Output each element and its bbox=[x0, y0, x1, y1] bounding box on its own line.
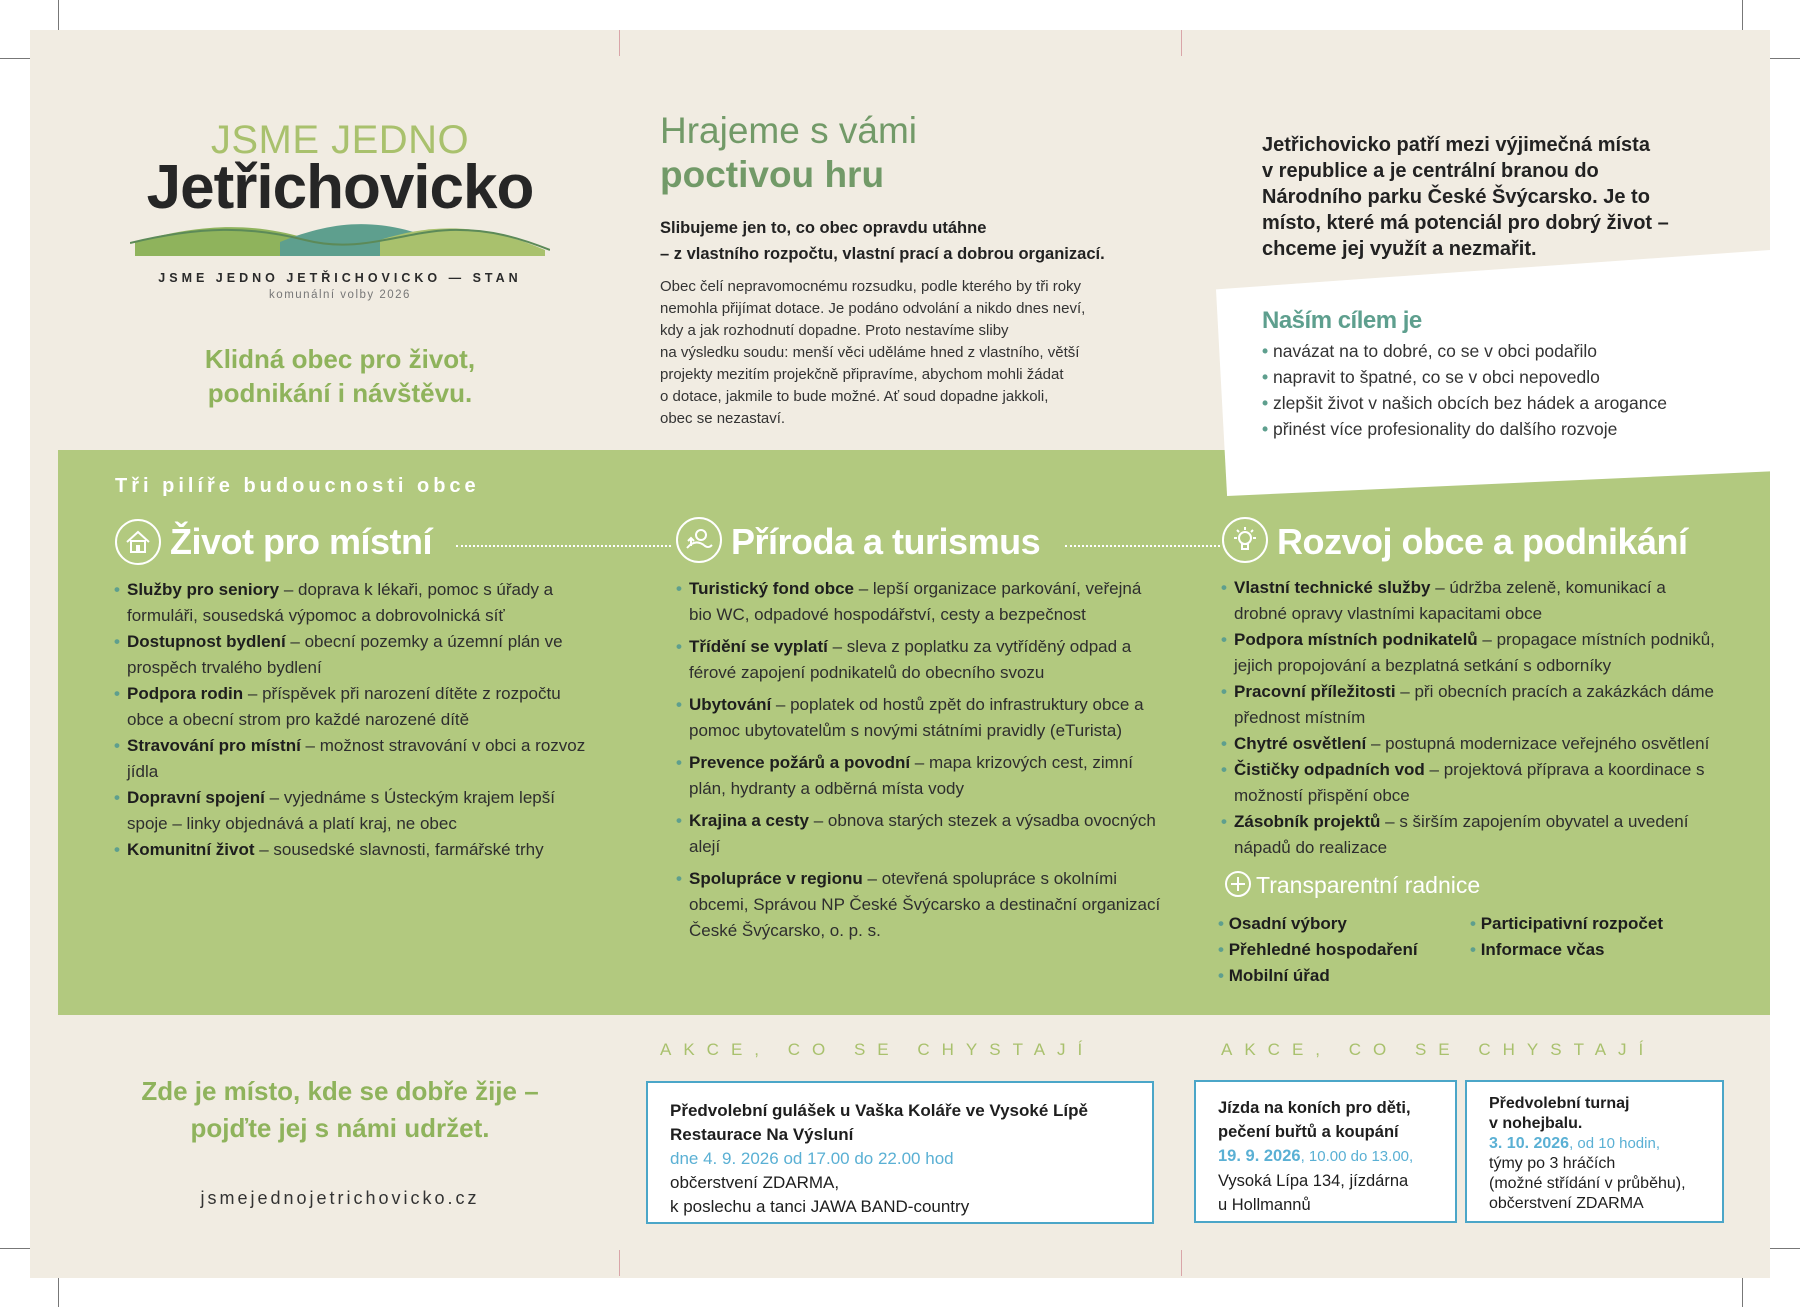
item-text: – při obecních pracích a zakázkách dáme přednost místním bbox=[1234, 682, 1714, 727]
item-label: Dopravní spojení bbox=[127, 788, 265, 807]
crop-mark bbox=[1770, 58, 1800, 59]
item-text: – otevřená spolupráce s okolními obcemi, Správou NP České Švýcarsko a destinační organizací České Švýcarsko, o. p. s. bbox=[689, 869, 1161, 940]
item-text: – obecní pozemky a územní plán ve prospěch trvalého bydlení bbox=[127, 632, 563, 677]
list-item bbox=[114, 681, 594, 733]
item-label: Turistický fond obce bbox=[689, 579, 854, 598]
list-item bbox=[676, 634, 1166, 686]
fold-mark bbox=[619, 1250, 620, 1276]
goal-item: • zlepšit život v našich obcích bez hádek a arogance bbox=[1262, 390, 1722, 416]
house-icon bbox=[115, 519, 161, 565]
list-item bbox=[1221, 627, 1721, 679]
event-title: Restaurace Na Výsluní bbox=[670, 1125, 854, 1144]
item-text: – doprava k lékaři, pomoc s úřady a formuláři, sousedská výpomoc a dobrovolnická síť bbox=[127, 580, 554, 625]
goals-title: Naším cílem je bbox=[1262, 307, 1422, 334]
play-title-line2: poctivou hru bbox=[660, 154, 885, 195]
item-text: – obnova starých stezek a výsadba ovocných alejí bbox=[689, 811, 1156, 856]
list-item bbox=[114, 629, 594, 681]
transparency-list-1 bbox=[1218, 911, 1418, 989]
item-text: – sleva z poplatku za vytříděný odpad a férové zapojení podnikatelů do obecního svozu bbox=[689, 637, 1132, 682]
list-item: • Osadní výbory bbox=[1218, 911, 1418, 937]
nature-icon bbox=[676, 517, 722, 563]
item-label: Vlastní technické služby bbox=[1234, 578, 1431, 597]
list-item bbox=[114, 785, 594, 837]
event-detail: (možné střídání v průběhu), bbox=[1489, 1175, 1686, 1192]
crop-mark bbox=[1770, 1248, 1800, 1249]
paragraph-line: kdy a jak rozhodnutí dopadne. Proto nestavíme sliby bbox=[660, 322, 1009, 339]
event-time: od 17.00 do 22.00 hod bbox=[778, 1149, 954, 1168]
item-label: Čističky odpadních vod bbox=[1234, 760, 1425, 779]
item-label: Prevence požárů a povodní bbox=[689, 753, 911, 772]
event-title: Předvolební gulášek u Vaška Koláře ve Vysoké Lípě bbox=[670, 1101, 1088, 1120]
item-text: – vyjednáme s Ústeckým krajem lepší spoje – linky objednává a platí kraj, ne obec bbox=[127, 788, 555, 833]
event-title: Předvolební turnaj bbox=[1489, 1095, 1630, 1112]
nature-list bbox=[676, 576, 1166, 950]
crop-mark bbox=[0, 1248, 30, 1249]
dotted-divider bbox=[1065, 545, 1220, 547]
item-label: Chytré osvětlení bbox=[1234, 734, 1367, 753]
intro-line: Národního parku České Švýcarsko. Je to bbox=[1262, 186, 1650, 208]
list-item bbox=[676, 866, 1166, 944]
event-detail: občerstvení ZDARMA bbox=[1489, 1195, 1644, 1212]
event-date-value: dne 4. 9. 2026 bbox=[670, 1149, 779, 1168]
events-heading: AKCE, CO SE CHYSTAJÍ bbox=[1221, 1040, 1656, 1059]
list-item bbox=[1221, 575, 1721, 627]
crop-mark bbox=[58, 0, 59, 30]
paragraph-line: o dotace, jakmile to bude možné. Ať soud dopadne jakkoli, bbox=[660, 388, 1049, 405]
paragraph-line: Obec čelí nepravomocnému rozsudku, podle kterého by tři roky bbox=[660, 278, 1082, 295]
list-item bbox=[676, 692, 1166, 744]
dotted-divider bbox=[456, 545, 671, 547]
crop-mark bbox=[1742, 1278, 1743, 1307]
crop-mark bbox=[0, 58, 30, 59]
event-title: pečení buřtů a koupání bbox=[1218, 1123, 1399, 1141]
event-detail: Vysoká Lípa 134, jízdárna bbox=[1218, 1172, 1409, 1190]
logo-election-note: komunální volby 2026 bbox=[269, 289, 411, 301]
item-label: Podpora rodin bbox=[127, 684, 244, 703]
logo-subtitle: JSME JEDNO JETŘICHOVICKO — STAN bbox=[158, 271, 522, 285]
play-title-line1: Hrajeme s vámi bbox=[660, 110, 917, 151]
event-date bbox=[670, 1147, 1130, 1171]
event-title: Jízda na koních pro děti, bbox=[1218, 1099, 1411, 1117]
tagline bbox=[140, 342, 540, 410]
logo-hills-graphic bbox=[130, 220, 550, 265]
item-text: – postupná modernizace veřejného osvětlení bbox=[1366, 734, 1710, 753]
list-item bbox=[1221, 757, 1721, 809]
event-detail: u Hollmannů bbox=[1218, 1196, 1311, 1214]
life-list bbox=[114, 577, 594, 863]
goals-list bbox=[1262, 338, 1722, 442]
item-text: – poplatek od hostů zpět do infrastruktury obce a pomoc ubytovatelům s novými státními pravidly (eTurista) bbox=[689, 695, 1144, 740]
item-label: Pracovní příležitosti bbox=[1234, 682, 1396, 701]
intro-line: Jetřichovicko patří mezi výjimečná místa bbox=[1262, 134, 1650, 156]
item-text: – mapa krizových cest, zimní plán, hydranty a odběrná místa vody bbox=[689, 753, 1134, 798]
item-label: Dostupnost bydlení bbox=[127, 632, 286, 651]
item-text: – lepší organizace parkování, veřejná bio WC, odpadové hospodářství, cesty a bezpečnost bbox=[689, 579, 1142, 624]
list-item bbox=[676, 576, 1166, 628]
paragraph-line: projekty mezitím projekčně připravíme, abychom mohli žádat bbox=[660, 366, 1064, 383]
crop-mark bbox=[1742, 0, 1743, 30]
item-label: Služby pro seniory bbox=[127, 580, 280, 599]
item-label: Stravování pro místní bbox=[127, 736, 301, 755]
item-text: – údržba zeleně, komunikací a drobné opravy vlastními kapacitami obce bbox=[1234, 578, 1666, 623]
fold-mark bbox=[1181, 30, 1182, 56]
item-label: Podpora místních podnikatelů bbox=[1234, 630, 1478, 649]
section-title-nature: Příroda a turismus bbox=[731, 521, 1041, 562]
intro-line: místo, které má potenciál pro dobrý život – bbox=[1262, 212, 1669, 234]
lightbulb-gear-icon bbox=[1222, 517, 1268, 563]
promise-text bbox=[660, 215, 1160, 267]
goal-item: • napravit to špatné, co se v obci nepovedlo bbox=[1262, 364, 1722, 390]
item-text: – propagace místních podniků, jejich propojování a bezplatná setkání s odborníky bbox=[1234, 630, 1715, 675]
paragraph-line: nemohla přijímat dotace. Je podáno odvolání a nikdo dnes neví, bbox=[660, 300, 1086, 317]
list-item: • Mobilní úřad bbox=[1218, 963, 1418, 989]
event-detail: občerstvení ZDARMA, bbox=[670, 1173, 840, 1192]
list-item: • Přehledné hospodaření bbox=[1218, 937, 1418, 963]
tagline-line: podnikání i návštěvu. bbox=[207, 378, 473, 408]
list-item: • Participativní rozpočet bbox=[1470, 911, 1663, 937]
list-item bbox=[114, 733, 594, 785]
event-date-value: 19. 9. 2026 bbox=[1218, 1147, 1301, 1165]
list-item bbox=[1221, 809, 1721, 861]
intro-line: v republice a je centrální branou do bbox=[1262, 160, 1599, 182]
tagline-line: Klidná obec pro život, bbox=[204, 344, 476, 374]
list-item bbox=[676, 808, 1166, 860]
event-detail: týmy po 3 hráčích bbox=[1489, 1155, 1616, 1172]
list-item bbox=[114, 837, 594, 863]
closing-slogan bbox=[120, 1073, 560, 1147]
paragraph-line: na výsledku soudu: menší věci uděláme hned z vlastního, větší bbox=[660, 344, 1080, 361]
fold-mark bbox=[1181, 1250, 1182, 1276]
slogan-line: Zde je místo, kde se dobře žije – bbox=[141, 1076, 539, 1106]
item-label: Krajina a cesty bbox=[689, 811, 810, 830]
event-date bbox=[1218, 1144, 1433, 1169]
promise-line: Slibujeme jen to, co obec opravdu utáhne bbox=[660, 219, 987, 237]
development-list bbox=[1221, 575, 1721, 861]
item-label: Komunitní život bbox=[127, 840, 255, 859]
list-item bbox=[676, 750, 1166, 802]
item-text: – projektová příprava a koordinace s možností přispění obce bbox=[1234, 760, 1705, 805]
website-link[interactable]: jsmejednojetrichovicko.cz bbox=[200, 1188, 480, 1208]
item-text: – sousedské slavnosti, farmářské trhy bbox=[254, 840, 544, 859]
item-text: – příspěvek při narození dítěte z rozpočtu obce a obecní strom pro každé narozené dítě bbox=[127, 684, 561, 729]
list-item bbox=[1221, 679, 1721, 731]
transparency-title: Transparentní radnice bbox=[1256, 872, 1481, 898]
event-time: , 10.00 do 13.00, bbox=[1300, 1148, 1414, 1165]
goal-item: • navázat na to dobré, co se v obci podařilo bbox=[1262, 338, 1722, 364]
court-paragraph bbox=[660, 276, 1150, 430]
item-text: – možnost stravování v obci a rozvoz jídla bbox=[127, 736, 586, 781]
crop-mark bbox=[58, 1278, 59, 1307]
item-label: Ubytování bbox=[689, 695, 772, 714]
list-item: • Informace včas bbox=[1470, 937, 1663, 963]
item-label: Třídění se vyplatí bbox=[689, 637, 828, 656]
event-time: , od 10 hodin, bbox=[1569, 1135, 1660, 1152]
item-label: Spolupráce v regionu bbox=[689, 869, 863, 888]
slogan-line: pojďte jej s námi udržet. bbox=[190, 1113, 490, 1143]
event-card bbox=[1465, 1080, 1724, 1223]
event-date bbox=[1489, 1134, 1700, 1154]
intro-line: chceme jej využít a nezmařit. bbox=[1262, 238, 1537, 260]
events-heading: AKCE, CO SE CHYSTAJÍ bbox=[660, 1040, 1095, 1059]
transparency-list-2 bbox=[1470, 911, 1663, 963]
list-item bbox=[114, 577, 594, 629]
pillars-heading: Tři pilíře budoucnosti obce bbox=[115, 475, 480, 497]
section-title-development: Rozvoj obce a podnikání bbox=[1277, 521, 1688, 562]
list-item bbox=[1221, 731, 1721, 757]
item-text: – s širším zapojením obyvatel a uvedení nápadů do realizace bbox=[1234, 812, 1689, 857]
event-title: v nohejbalu. bbox=[1489, 1115, 1583, 1132]
event-card bbox=[646, 1081, 1154, 1224]
event-detail: k poslechu a tanci JAWA BAND-country bbox=[670, 1197, 970, 1216]
promise-line: – z vlastního rozpočtu, vlastní prací a dobrou organizací. bbox=[660, 245, 1105, 263]
goal-item: • přinést více profesionality do dalšího rozvoje bbox=[1262, 416, 1722, 442]
logo-title: Jetřichovicko bbox=[146, 153, 534, 222]
fold-mark bbox=[619, 30, 620, 56]
logo-top-line: JSME JEDNO bbox=[210, 118, 470, 162]
paragraph-line: obec se nezastaví. bbox=[660, 410, 786, 427]
event-card bbox=[1194, 1080, 1457, 1223]
intro-text bbox=[1262, 132, 1722, 262]
plus-circle-icon bbox=[1224, 870, 1252, 903]
item-label: Zásobník projektů bbox=[1234, 812, 1381, 831]
event-date-value: 3. 10. 2026 bbox=[1489, 1135, 1570, 1152]
section-title-life: Život pro místní bbox=[170, 521, 432, 562]
